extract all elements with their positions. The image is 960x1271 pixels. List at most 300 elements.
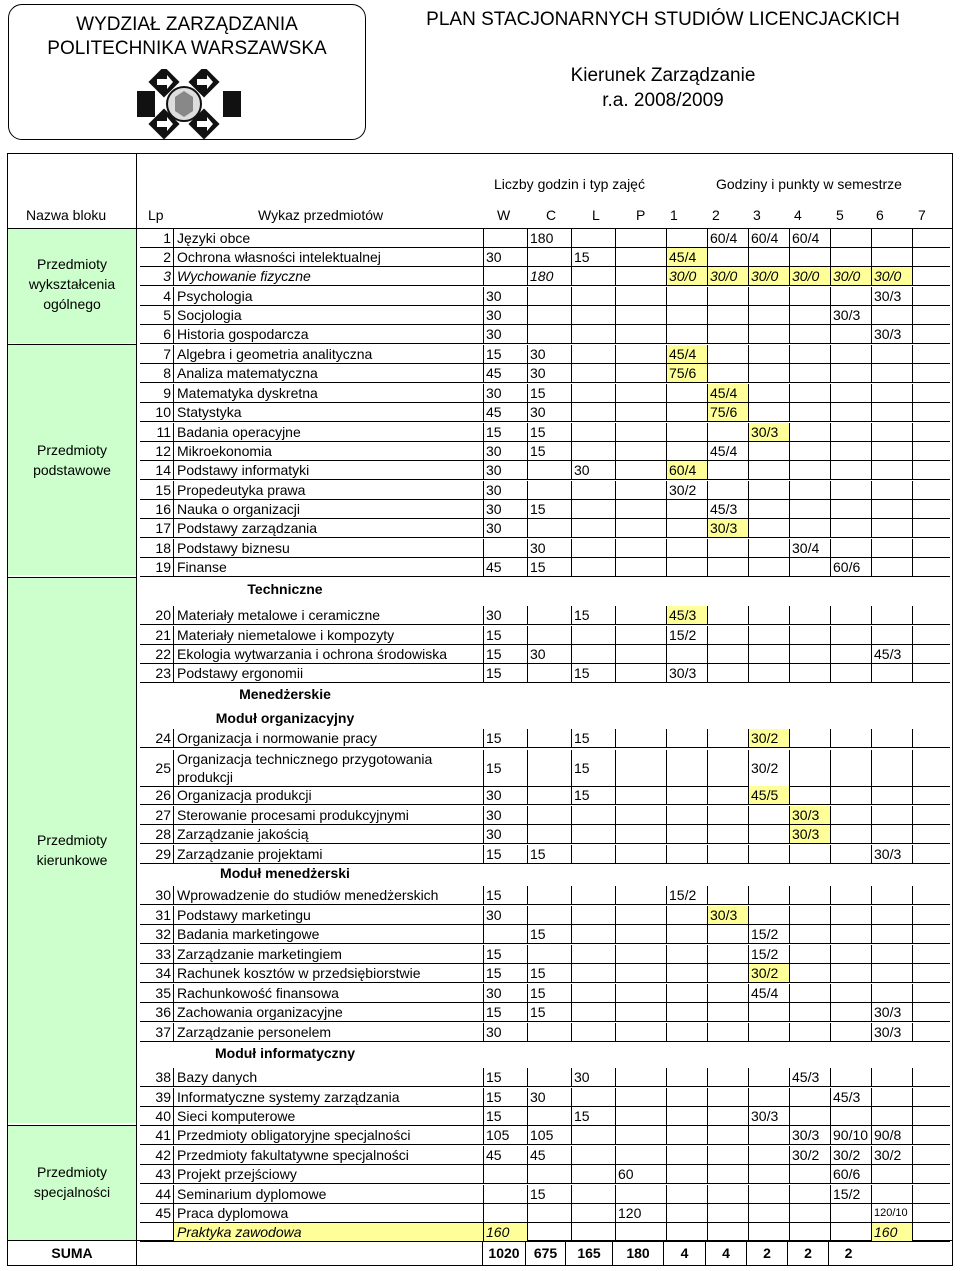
row-sem-4: 30/4 bbox=[789, 539, 830, 558]
row-hours-p bbox=[615, 364, 666, 383]
row-sem-5 bbox=[830, 1023, 871, 1042]
table-row bbox=[140, 645, 950, 665]
row-sem-4 bbox=[789, 925, 830, 944]
row-hours-l bbox=[571, 306, 615, 325]
row-sem-4 bbox=[789, 442, 830, 461]
row-lp: 38 bbox=[140, 1068, 173, 1087]
table-row bbox=[140, 306, 950, 326]
row-sem-5 bbox=[830, 626, 871, 645]
row-sem-7 bbox=[912, 1023, 950, 1042]
row-lp: 28 bbox=[140, 825, 173, 844]
row-sem-6 bbox=[871, 1088, 912, 1107]
table-row bbox=[140, 606, 950, 626]
row-subject-name: Podstawy informatyki bbox=[173, 461, 483, 480]
sum-sem-3: 2 bbox=[746, 1241, 787, 1266]
row-sem-1: 75/6 bbox=[666, 364, 707, 383]
row-sem-6 bbox=[871, 442, 912, 461]
row-hours-l bbox=[571, 519, 615, 538]
row-sem-7 bbox=[912, 423, 950, 442]
row-sem-4 bbox=[789, 384, 830, 403]
row-sem-7 bbox=[912, 558, 950, 577]
row-sem-2 bbox=[707, 626, 748, 645]
row-lp: 45 bbox=[140, 1204, 173, 1223]
row-sem-2 bbox=[707, 945, 748, 964]
row-sem-2 bbox=[707, 364, 748, 383]
row-subject-name: Socjologia bbox=[173, 306, 483, 325]
row-sem-2 bbox=[707, 886, 748, 905]
row-sem-6 bbox=[871, 1107, 912, 1126]
row-hours-w: 30 bbox=[483, 825, 527, 844]
row-sem-3 bbox=[748, 626, 789, 645]
table-row bbox=[140, 750, 950, 785]
row-sem-7 bbox=[912, 364, 950, 383]
row-sem-5: 15/2 bbox=[830, 1185, 871, 1204]
row-hours-l bbox=[571, 287, 615, 306]
row-lp: 23 bbox=[140, 664, 173, 683]
row-sem-6 bbox=[871, 403, 912, 422]
row-hours-w: 30 bbox=[483, 500, 527, 519]
row-sem-2 bbox=[707, 461, 748, 480]
row-sem-5 bbox=[830, 945, 871, 964]
row-sem-1: 45/3 bbox=[666, 606, 707, 625]
row-sem-7 bbox=[912, 325, 950, 344]
row-sem-3 bbox=[748, 384, 789, 403]
row-hours-c: 15 bbox=[527, 384, 571, 403]
table-row bbox=[140, 423, 950, 443]
row-sem-5 bbox=[830, 645, 871, 664]
row-lp: 33 bbox=[140, 945, 173, 964]
row-sem-5 bbox=[830, 845, 871, 864]
row-hours-p bbox=[615, 229, 666, 248]
faculty-line-1: WYDZIAŁ ZARZĄDZANIA bbox=[76, 14, 298, 35]
table-row bbox=[140, 1146, 950, 1166]
row-sem-1 bbox=[666, 645, 707, 664]
row-sem-1 bbox=[666, 1003, 707, 1022]
col-header-sem-3: 3 bbox=[753, 207, 761, 223]
row-hours-l bbox=[571, 267, 615, 286]
row-sem-5 bbox=[830, 229, 871, 248]
row-sem-4 bbox=[789, 345, 830, 364]
row-sem-6: 30/3 bbox=[871, 325, 912, 344]
row-sem-3 bbox=[748, 461, 789, 480]
row-hours-l: 15 bbox=[571, 606, 615, 625]
row-hours-p bbox=[615, 248, 666, 267]
row-sem-1 bbox=[666, 925, 707, 944]
table-row bbox=[140, 984, 950, 1004]
row-hours-p bbox=[615, 845, 666, 864]
row-sem-3 bbox=[748, 1003, 789, 1022]
row-sem-6 bbox=[871, 606, 912, 625]
row-hours-l bbox=[571, 1003, 615, 1022]
row-hours-l bbox=[571, 345, 615, 364]
row-sem-5 bbox=[830, 964, 871, 983]
row-sem-2 bbox=[707, 1068, 748, 1087]
row-sem-7 bbox=[912, 906, 950, 925]
row-sem-2 bbox=[707, 1146, 748, 1165]
row-sem-7 bbox=[912, 750, 950, 787]
row-hours-w: 30 bbox=[483, 806, 527, 825]
row-subject-name: Seminarium dyplomowe bbox=[173, 1185, 483, 1204]
row-sem-7 bbox=[912, 1088, 950, 1107]
row-sem-7 bbox=[912, 786, 950, 805]
row-hours-p bbox=[615, 558, 666, 577]
row-hours-l: 15 bbox=[571, 729, 615, 748]
block-label-podstawowe: Przedmioty podstawowe bbox=[33, 442, 111, 478]
row-subject-name: Badania marketingowe bbox=[173, 925, 483, 944]
row-hours-l: 15 bbox=[571, 248, 615, 267]
row-hours-c bbox=[527, 606, 571, 625]
row-hours-c bbox=[527, 906, 571, 925]
row-lp: 41 bbox=[140, 1126, 173, 1145]
row-hours-w: 15 bbox=[483, 345, 527, 364]
row-sem-5 bbox=[830, 248, 871, 267]
row-hours-c bbox=[527, 825, 571, 844]
row-hours-c: 30 bbox=[527, 364, 571, 383]
row-hours-l bbox=[571, 1146, 615, 1165]
group-techniczne: Techniczne bbox=[247, 581, 323, 597]
row-sem-5 bbox=[830, 606, 871, 625]
row-sem-4 bbox=[789, 786, 830, 805]
row-hours-w: 105 bbox=[483, 1126, 527, 1145]
row-hours-w: 30 bbox=[483, 606, 527, 625]
row-sem-2 bbox=[707, 1204, 748, 1223]
row-subject-name: Sieci komputerowe bbox=[173, 1107, 483, 1126]
sum-c: 675 bbox=[525, 1241, 565, 1266]
row-sem-3 bbox=[748, 825, 789, 844]
row-sem-3 bbox=[748, 442, 789, 461]
row-sem-1 bbox=[666, 1165, 707, 1184]
row-hours-p bbox=[615, 886, 666, 905]
row-sem-4 bbox=[789, 845, 830, 864]
row-hours-l: 15 bbox=[571, 664, 615, 683]
row-hours-l bbox=[571, 539, 615, 558]
row-hours-c: 30 bbox=[527, 645, 571, 664]
university-logo-icon bbox=[137, 69, 241, 141]
row-hours-p bbox=[615, 1107, 666, 1126]
row-sem-6: 30/3 bbox=[871, 845, 912, 864]
sum-sem-5: 2 bbox=[828, 1241, 868, 1266]
row-lp: 5 bbox=[140, 306, 173, 325]
row-sem-7 bbox=[912, 1146, 950, 1165]
row-hours-l: 15 bbox=[571, 750, 615, 787]
row-sem-4 bbox=[789, 984, 830, 1003]
row-subject-name: Języki obce bbox=[173, 229, 483, 248]
row-subject-name: Zarządzanie marketingiem bbox=[173, 945, 483, 964]
row-subject-name: Algebra i geometria analityczna bbox=[173, 345, 483, 364]
row-lp: 36 bbox=[140, 1003, 173, 1022]
row-sem-1 bbox=[666, 539, 707, 558]
row-sem-7 bbox=[912, 729, 950, 748]
row-hours-l bbox=[571, 1223, 615, 1242]
row-sem-3 bbox=[748, 1204, 789, 1223]
row-subject-name: Statystyka bbox=[173, 403, 483, 422]
table-row bbox=[140, 886, 950, 906]
row-subject-name: Wychowanie fizyczne bbox=[173, 267, 483, 286]
row-subject-name: Przedmioty obligatoryjne specjalności bbox=[173, 1126, 483, 1145]
col-header-l: L bbox=[592, 207, 600, 223]
row-lp: 3 bbox=[140, 267, 173, 286]
row-hours-w bbox=[483, 1165, 527, 1184]
table-row bbox=[140, 964, 950, 984]
row-hours-c bbox=[527, 325, 571, 344]
row-hours-w: 15 bbox=[483, 626, 527, 645]
row-sem-1: 15/2 bbox=[666, 626, 707, 645]
row-sem-4: 30/3 bbox=[789, 1126, 830, 1145]
row-hours-p bbox=[615, 925, 666, 944]
row-sem-5 bbox=[830, 1068, 871, 1087]
row-sem-5 bbox=[830, 364, 871, 383]
row-sem-1 bbox=[666, 1088, 707, 1107]
row-sem-7 bbox=[912, 664, 950, 683]
row-hours-w: 15 bbox=[483, 964, 527, 983]
row-sem-4 bbox=[789, 729, 830, 748]
row-subject-name: Zarządzanie personelem bbox=[173, 1023, 483, 1042]
row-sem-3 bbox=[748, 1223, 789, 1242]
row-sem-3 bbox=[748, 1068, 789, 1087]
row-sem-3: 30/3 bbox=[748, 423, 789, 442]
row-sem-6 bbox=[871, 539, 912, 558]
group-modul-organizacyjny: Moduł organizacyjny bbox=[215, 710, 355, 726]
row-hours-c: 30 bbox=[527, 539, 571, 558]
row-lp: 40 bbox=[140, 1107, 173, 1126]
table-row bbox=[140, 786, 950, 806]
table-row bbox=[140, 345, 950, 365]
row-sem-1 bbox=[666, 306, 707, 325]
row-hours-p bbox=[615, 984, 666, 1003]
row-sem-6 bbox=[871, 925, 912, 944]
row-hours-c bbox=[527, 1068, 571, 1087]
row-sem-3 bbox=[748, 806, 789, 825]
row-hours-c bbox=[527, 481, 571, 500]
block-label-kierunkowe: Przedmioty kierunkowe bbox=[36, 832, 108, 868]
row-lp: 21 bbox=[140, 626, 173, 645]
col-header-p: P bbox=[636, 207, 646, 223]
row-hours-c bbox=[527, 519, 571, 538]
row-hours-l: 15 bbox=[571, 1107, 615, 1126]
row-sem-2 bbox=[707, 539, 748, 558]
sum-label: SUMA bbox=[51, 1245, 93, 1261]
row-sem-6 bbox=[871, 626, 912, 645]
table-row bbox=[140, 626, 950, 646]
row-sem-6 bbox=[871, 964, 912, 983]
row-sem-1 bbox=[666, 384, 707, 403]
row-sem-5 bbox=[830, 750, 871, 787]
table-row bbox=[140, 229, 950, 249]
row-sem-2 bbox=[707, 1126, 748, 1145]
row-sem-7 bbox=[912, 645, 950, 664]
table-row bbox=[140, 1003, 950, 1023]
row-sem-2 bbox=[707, 306, 748, 325]
row-sem-2: 60/4 bbox=[707, 229, 748, 248]
row-hours-l bbox=[571, 964, 615, 983]
col-header-sem-4: 4 bbox=[794, 207, 802, 223]
row-subject-name: Organizacja technicznego przygotowania produkcji bbox=[173, 750, 483, 787]
row-sem-7 bbox=[912, 1185, 950, 1204]
row-sem-5 bbox=[830, 345, 871, 364]
row-sem-6 bbox=[871, 806, 912, 825]
row-hours-l bbox=[571, 645, 615, 664]
row-sem-2 bbox=[707, 1165, 748, 1184]
row-hours-p bbox=[615, 645, 666, 664]
row-sem-7 bbox=[912, 229, 950, 248]
row-sem-3: 45/5 bbox=[748, 786, 789, 805]
row-hours-l bbox=[571, 481, 615, 500]
row-sem-7 bbox=[912, 384, 950, 403]
sum-row bbox=[8, 1241, 953, 1266]
row-sem-5 bbox=[830, 825, 871, 844]
row-hours-l bbox=[571, 806, 615, 825]
table-row bbox=[140, 384, 950, 404]
row-sem-6 bbox=[871, 229, 912, 248]
row-hours-w: 15 bbox=[483, 750, 527, 787]
row-sem-4 bbox=[789, 306, 830, 325]
row-sem-7 bbox=[912, 519, 950, 538]
table-row bbox=[140, 1204, 950, 1224]
sum-sem-1: 4 bbox=[663, 1241, 705, 1266]
col-header-sem-2: 2 bbox=[712, 207, 720, 223]
row-hours-w: 15 bbox=[483, 945, 527, 964]
row-sem-2 bbox=[707, 645, 748, 664]
row-sem-6 bbox=[871, 519, 912, 538]
row-sem-4: 45/3 bbox=[789, 1068, 830, 1087]
row-hours-c bbox=[527, 248, 571, 267]
row-sem-4: 30/2 bbox=[789, 1146, 830, 1165]
row-sem-1 bbox=[666, 423, 707, 442]
row-subject-name: Bazy danych bbox=[173, 1068, 483, 1087]
row-sem-2 bbox=[707, 558, 748, 577]
row-sem-6 bbox=[871, 1068, 912, 1087]
row-lp: 7 bbox=[140, 345, 173, 364]
row-sem-6 bbox=[871, 558, 912, 577]
row-hours-p bbox=[615, 306, 666, 325]
row-sem-2 bbox=[707, 750, 748, 787]
row-sem-6 bbox=[871, 306, 912, 325]
row-sem-5 bbox=[830, 1204, 871, 1223]
row-sem-4 bbox=[789, 1204, 830, 1223]
table-row bbox=[140, 519, 950, 539]
group-modul-informatyczny: Moduł informatyczny bbox=[214, 1045, 355, 1061]
row-hours-p bbox=[615, 664, 666, 683]
row-sem-5 bbox=[830, 906, 871, 925]
row-subject-name: Podstawy marketingu bbox=[173, 906, 483, 925]
row-subject-name: Nauka o organizacji bbox=[173, 500, 483, 519]
row-hours-l bbox=[571, 364, 615, 383]
row-sem-6: 30/3 bbox=[871, 1003, 912, 1022]
row-sem-2: 45/4 bbox=[707, 442, 748, 461]
row-hours-l bbox=[571, 403, 615, 422]
row-hours-p bbox=[615, 325, 666, 344]
row-sem-3 bbox=[748, 403, 789, 422]
row-lp: 24 bbox=[140, 729, 173, 748]
row-subject-name: Organizacja produkcji bbox=[173, 786, 483, 805]
row-lp: 20 bbox=[140, 606, 173, 625]
row-sem-1 bbox=[666, 984, 707, 1003]
row-hours-c: 15 bbox=[527, 925, 571, 944]
row-sem-1 bbox=[666, 1068, 707, 1087]
row-sem-6: 30/2 bbox=[871, 1146, 912, 1165]
row-sem-7 bbox=[912, 481, 950, 500]
row-sem-7 bbox=[912, 345, 950, 364]
row-lp: 27 bbox=[140, 806, 173, 825]
row-sem-6 bbox=[871, 1165, 912, 1184]
row-sem-4 bbox=[789, 248, 830, 267]
row-lp: 10 bbox=[140, 403, 173, 422]
row-hours-c: 30 bbox=[527, 1088, 571, 1107]
row-sem-2 bbox=[707, 248, 748, 267]
row-sem-5 bbox=[830, 786, 871, 805]
row-sem-4 bbox=[789, 1165, 830, 1184]
table-row bbox=[140, 1107, 950, 1127]
row-sem-6 bbox=[871, 364, 912, 383]
sum-sem-2: 4 bbox=[705, 1241, 746, 1266]
row-hours-c: 15 bbox=[527, 845, 571, 864]
row-sem-4 bbox=[789, 964, 830, 983]
row-sem-3: 30/2 bbox=[748, 729, 789, 748]
row-hours-l bbox=[571, 845, 615, 864]
row-sem-4 bbox=[789, 1223, 830, 1242]
row-sem-1 bbox=[666, 825, 707, 844]
row-hours-w: 15 bbox=[483, 845, 527, 864]
row-sem-2: 30/0 bbox=[707, 267, 748, 286]
table-row bbox=[140, 845, 950, 865]
row-sem-7 bbox=[912, 964, 950, 983]
row-hours-l: 15 bbox=[571, 786, 615, 805]
row-sem-6 bbox=[871, 664, 912, 683]
row-sem-5 bbox=[830, 806, 871, 825]
table-row bbox=[140, 806, 950, 826]
row-sem-2 bbox=[707, 664, 748, 683]
table-row bbox=[140, 1165, 950, 1185]
row-hours-l bbox=[571, 500, 615, 519]
table-row bbox=[140, 945, 950, 965]
table-row bbox=[140, 481, 950, 501]
row-sem-7 bbox=[912, 442, 950, 461]
row-sem-4 bbox=[789, 287, 830, 306]
row-sem-7 bbox=[912, 500, 950, 519]
row-hours-p bbox=[615, 729, 666, 748]
caption-hours: Liczby godzin i typ zajęć bbox=[494, 176, 645, 192]
row-sem-2 bbox=[707, 1185, 748, 1204]
row-lp: 19 bbox=[140, 558, 173, 577]
row-hours-w: 30 bbox=[483, 461, 527, 480]
row-sem-6 bbox=[871, 906, 912, 925]
row-sem-4 bbox=[789, 906, 830, 925]
row-sem-4 bbox=[789, 1185, 830, 1204]
row-sem-7 bbox=[912, 267, 950, 286]
table-row bbox=[140, 287, 950, 307]
row-sem-2 bbox=[707, 845, 748, 864]
row-sem-3: 60/4 bbox=[748, 229, 789, 248]
row-lp: 32 bbox=[140, 925, 173, 944]
row-hours-c bbox=[527, 1165, 571, 1184]
row-hours-p: 60 bbox=[615, 1165, 666, 1184]
row-sem-4 bbox=[789, 461, 830, 480]
row-subject-name: Wprowadzenie do studiów menedżerskich bbox=[173, 886, 483, 905]
sum-l: 165 bbox=[565, 1241, 612, 1266]
block-label-specjalnosci: Przedmioty specjalności bbox=[33, 1164, 111, 1200]
row-hours-c bbox=[527, 626, 571, 645]
row-hours-c: 180 bbox=[527, 267, 571, 286]
row-sem-6 bbox=[871, 945, 912, 964]
row-hours-l bbox=[571, 423, 615, 442]
row-subject-name: Ekologia wytwarzania i ochrona środowiska bbox=[173, 645, 483, 664]
row-sem-5 bbox=[830, 664, 871, 683]
row-lp: 22 bbox=[140, 645, 173, 664]
row-sem-6 bbox=[871, 461, 912, 480]
row-sem-1 bbox=[666, 964, 707, 983]
row-hours-w bbox=[483, 267, 527, 286]
row-sem-1 bbox=[666, 1204, 707, 1223]
